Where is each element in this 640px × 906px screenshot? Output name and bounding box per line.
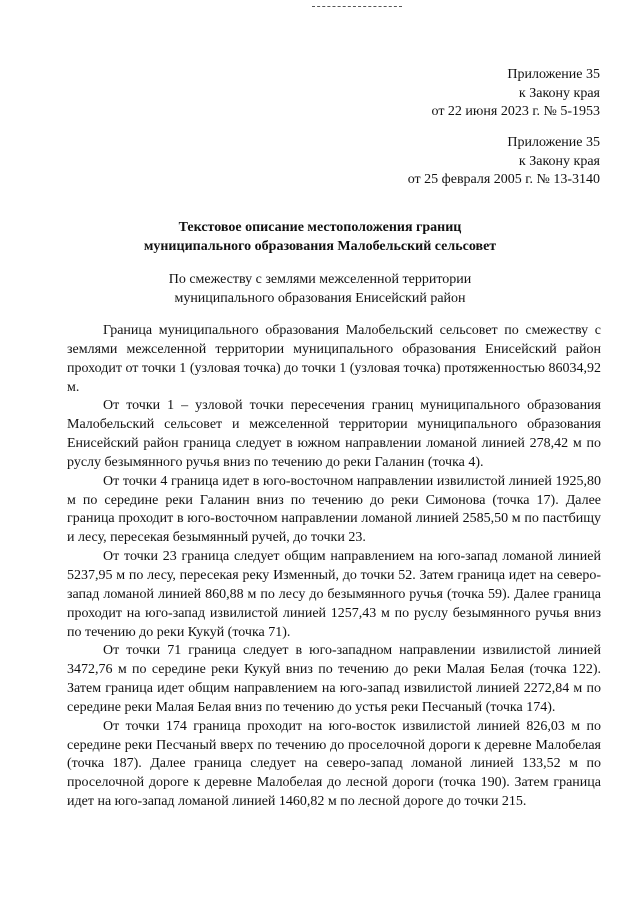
annex-header-current [432,66,601,122]
section-subtitle [40,270,600,308]
annex-law-date: от 25 февраля 2005 г. № 13-3140 [407,172,600,187]
subtitle-line-2: муниципального образования Енисейский район [174,291,466,306]
paragraph: Граница муниципального образования Малобельский сельсовет по смежеству с землями межселенной территории муниципального образования Енисейский район проходит от точки 1 (узловая точка) до точки 1 (узловая точка) протяженностью 86034,92 м. [67,323,601,395]
document-title [40,218,600,256]
annex-law-date: от 22 июня 2023 г. № 5-1953 [431,104,600,119]
annex-header-original [408,134,600,190]
scan-artifact-line [312,6,402,7]
subtitle-line-1: По смежеству с землями межселенной территории [168,272,472,287]
document-body [67,322,601,812]
paragraph: От точки 1 – узловой точки пересечения границ муниципального образования Малобельский сельсовет и межселенной территории муниципального образования Енисейский район граница следует в южном направлении ломаной линией 278,42 м по руслу безымянного ручья вниз по течению до реки Галанин (точка 4). [67,398,601,470]
paragraph: От точки 71 граница следует в юго-западном направлении извилистой линией 3472,76 м по середине реки Кукуй вниз по течению до реки Малая Белая (точка 122). Затем граница идет общим направлением на юго-запад извилистой линией 2272,84 м по середине реки Малая Белая вниз по течению до устья реки Песчаный (точка 174). [67,643,601,715]
paragraph: От точки 23 граница следует общим направлением на юго-запад ломаной линией 5237,95 м по лесу, пересекая реку Изменный, до точки 52. Затем граница идет на северо-запад ломаной линией 860,88 м по лесу до безымянного ручья (точка 59). Далее граница проходит на юго-запад извилистой линией 1257,43 м по руслу безымянного ручья вниз по течению до реки Кукуй (точка 71). [67,549,601,640]
annex-number: Приложение 35 [507,67,600,82]
annex-law-ref: к Закону края [518,153,600,169]
annex-number: Приложение 35 [507,135,600,150]
title-line-2: муниципального образования Малобельский сельсовет [143,239,497,254]
annex-law-ref: к Закону края [518,85,600,101]
title-line-1: Текстовое описание местоположения границ [178,220,462,235]
paragraph: От точки 174 граница проходит на юго-восток извилистой линией 826,03 м по середине реки Песчаный вверх по течению до проселочной дороги к деревне Малобелая (точка 187). Далее граница следует на северо-запад ломаной линией 133,52 м по проселочной дороге к деревне Малобелая до лесной дороги (точка 190). Затем граница идет на юго-запад ломаной линией 1460,82 м по лесной дороге до точки 215. [67,718,601,810]
paragraph: От точки 4 граница идет в юго-восточном направлении извилистой линией 1925,80 м по середине реки Галанин вниз по течению до реки Симонова (точка 17). Далее граница проходит в юго-восточном направлении ломаной линией 2585,50 м по пастбищу и лесу, пересекая безымянный ручей, до точки 23. [67,473,601,546]
